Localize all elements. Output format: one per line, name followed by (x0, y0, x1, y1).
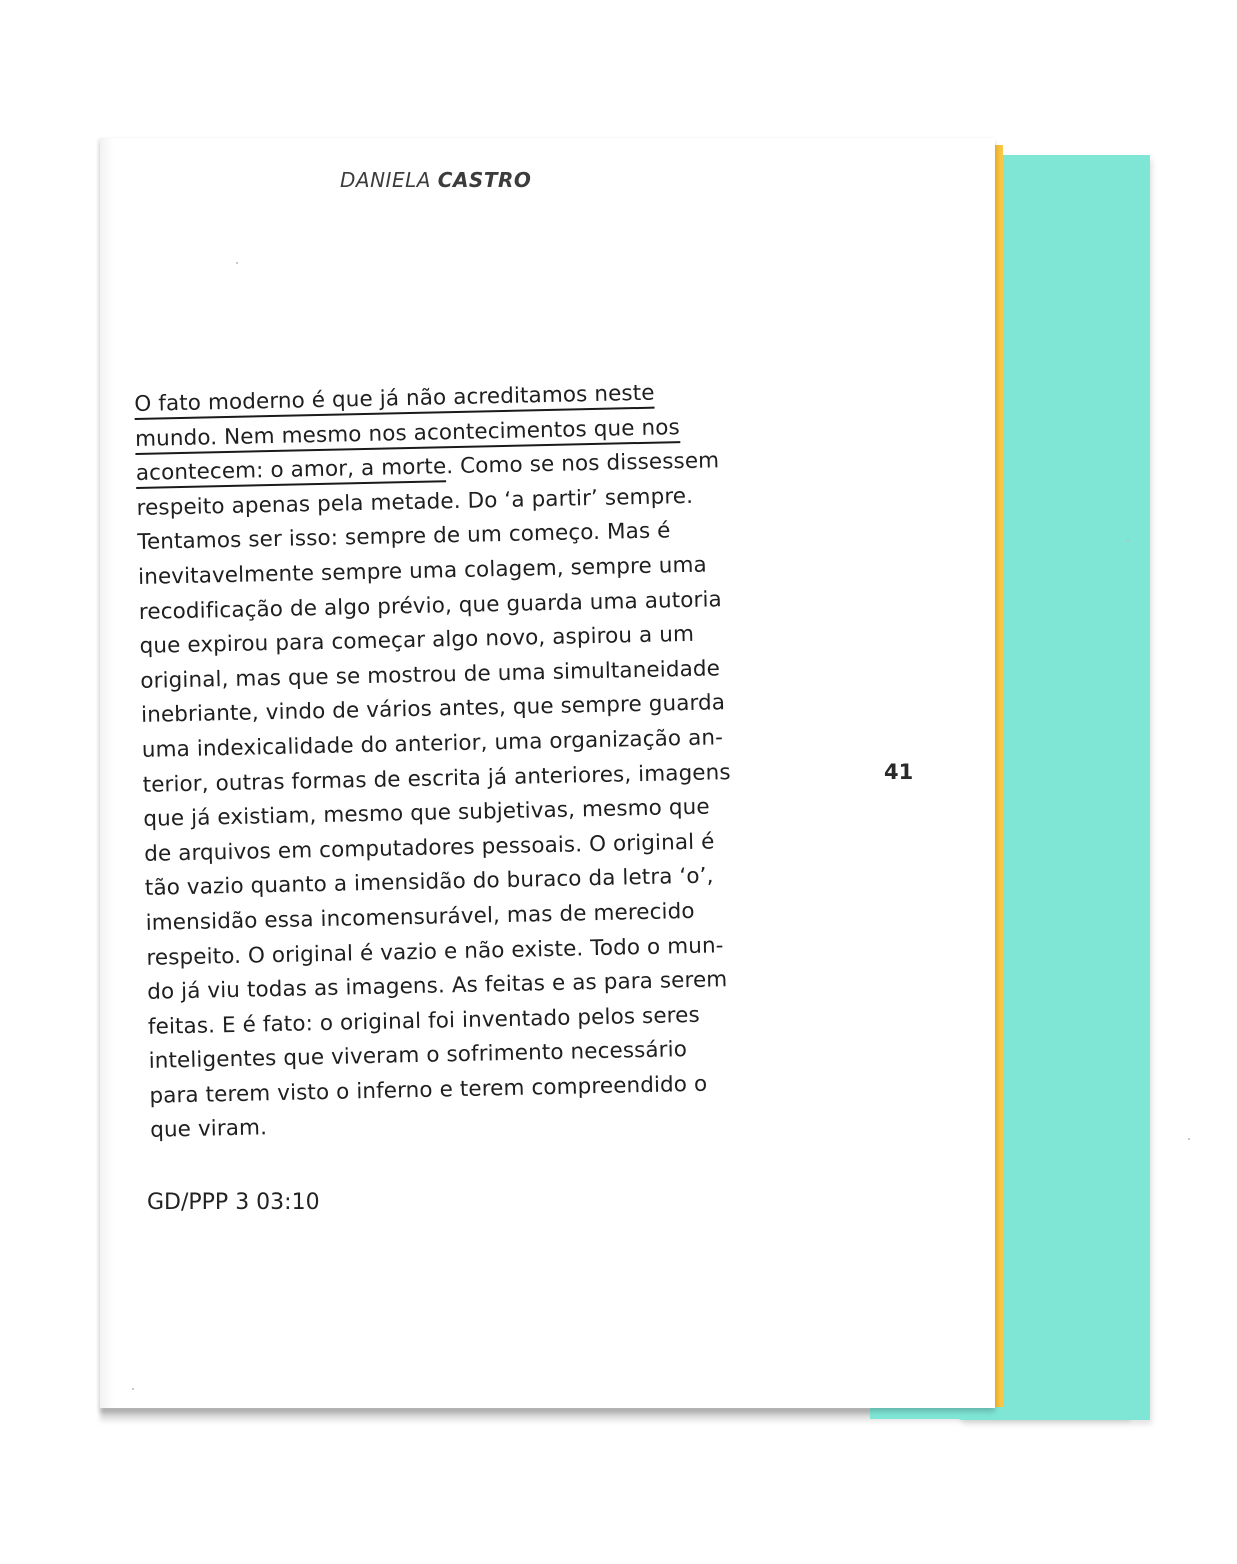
scan-speck (1188, 1138, 1190, 1140)
body-line: respeito apenas pela metade. Do ‘a partir’ sempre. (136, 483, 694, 521)
body-line: Tentamos ser isso: sempre de um começo. Mas é (137, 518, 671, 556)
scan-speck (132, 1388, 134, 1390)
body-line: imensidão essa incomensurável, mas de merecido (145, 898, 695, 936)
underlined-text: mundo. Nem mesmo nos acontecimentos que nos (135, 415, 680, 455)
body-line: para terem visto o inferno e terem compreendido o (149, 1071, 708, 1109)
body-text-fragment: . Como se nos dissessem (446, 448, 720, 480)
underlined-text: O fato moderno é que já não acreditamos neste (134, 381, 655, 420)
body-line: que já existiam, mesmo que subjetivas, mesmo que (143, 794, 710, 833)
source-citation: GD/PPP 3 03:10 (147, 1190, 320, 1215)
scan-speck (1127, 540, 1129, 542)
body-line: original, mas que se mostrou de uma simultaneidade (140, 656, 721, 694)
page-number: 41 (884, 760, 914, 784)
body-line: que viram. (149, 1115, 268, 1144)
body-line: terior, outras formas de escrita já anteriores, imagens (142, 759, 731, 798)
page-left-shade (100, 138, 114, 1408)
body-line: inteligentes que viveram o sofrimento necessário (148, 1037, 688, 1075)
body-line: que expirou para começar algo novo, aspirou a um (139, 622, 695, 660)
body-line: de arquivos em computadores pessoais. O original é (143, 829, 715, 867)
underlined-text: acontecem: o amor, a morte (136, 454, 447, 489)
body-line: uma indexicalidade do anterior, uma organização an- (141, 725, 724, 763)
author-first-name: DANIELA (340, 168, 431, 192)
body-line: tão vazio quanto a imensidão do buraco da letra ‘o’, (144, 863, 714, 902)
body-line: inebriante, vindo de vários antes, que sempre guarda (140, 690, 726, 729)
body-text (134, 374, 770, 1148)
body-line: recodificação de algo prévio, que guarda uma autoria (138, 586, 723, 625)
body-line: do já viu todas as imagens. As feitas e as para serem (146, 967, 728, 1005)
scan-speck (236, 262, 238, 264)
author-last-name: CASTRO (437, 168, 532, 192)
body-line: feitas. E é fato: o original foi inventado pelos seres (147, 1002, 701, 1040)
body-line: respeito. O original é vazio e não existe. Todo o mun- (146, 932, 724, 971)
body-line: inevitavelmente sempre uma colagem, sempre uma (137, 552, 708, 590)
running-header-author (340, 168, 531, 192)
